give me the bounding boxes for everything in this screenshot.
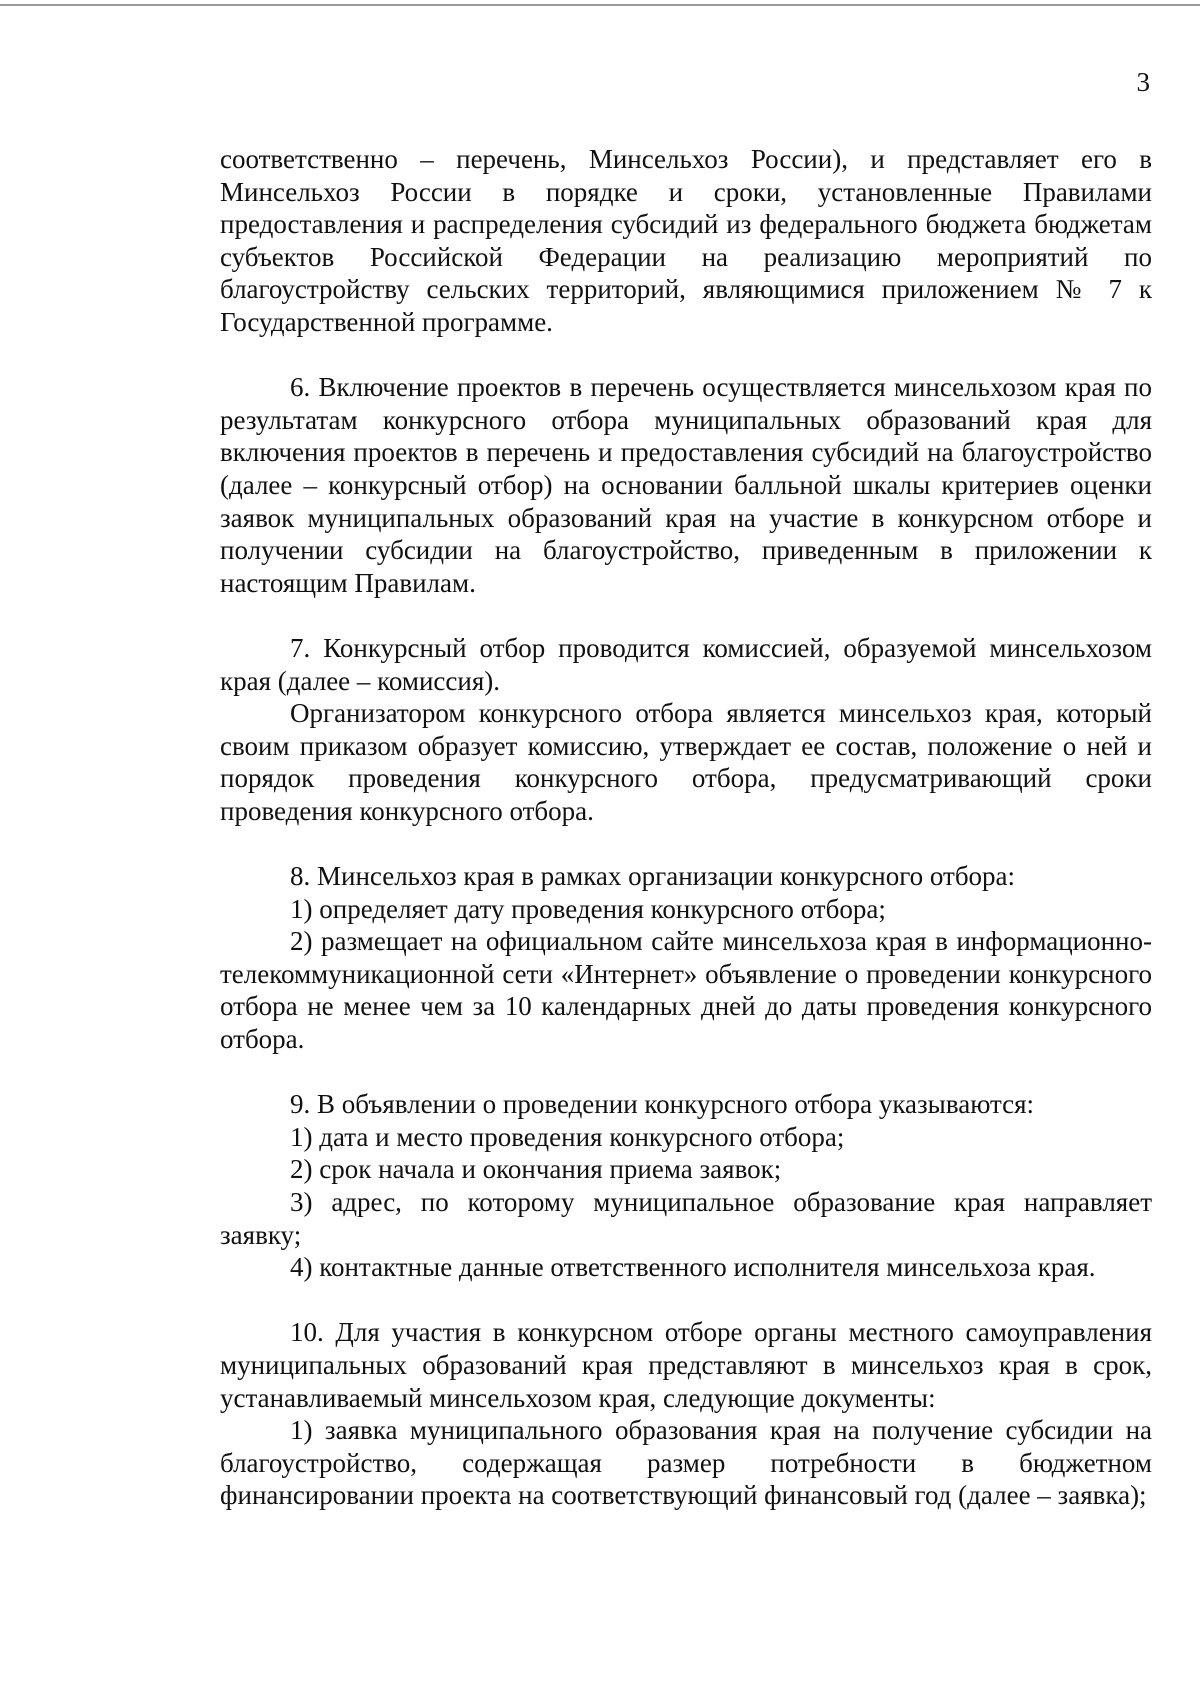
paragraph-7: 7. Конкурсный отбор проводится комиссией, образуемой минсельхозом края (далее – комиссия).	[220, 632, 1152, 696]
paragraph-8: 8. Минсельхоз края в рамках организации конкурсного отбора:	[290, 861, 1016, 892]
paragraph-9: 9. В объявлении о проведении конкурсного отбора указываются:	[290, 1089, 1035, 1120]
top-border-line	[0, 4, 1200, 6]
paragraph-10-item-1: 1) заявка муниципального образования края на получение субсидии на благоустройство, содержащая размер потребности в бюджетном финансировании проекта на соответствующий финансовый год (далее – заявка);	[220, 1415, 1152, 1511]
paragraph-9-item-1: 1) дата и место проведения конкурсного отбора;	[290, 1121, 845, 1152]
paragraph-9-item-4: 4) контактные данные ответственного исполнителя минсельхоза края.	[290, 1252, 1096, 1283]
document-body	[220, 143, 1152, 1512]
paragraph-9-item-3: 3) адрес, по которому муниципальное образование края направляет заявку;	[220, 1187, 1152, 1250]
page-number: 3	[1136, 67, 1150, 97]
paragraph-7-organizer: Организатором конкурсного отбора является минсельхоз края, который своим приказом образует комиссию, утверждает ее состав, положение о ней и порядок проведения конкурсного отбора, предусматривающий сроки проведения конкурсного отбора.	[220, 698, 1152, 826]
paragraph-8-item-1: 1) определяет дату проведения конкурсного отбора;	[290, 893, 886, 924]
paragraph-intro: соответственно – перечень, Минсельхоз России), и представляет его в Минсельхоз России в порядке и сроки, установленные Правилами предоставления и распределения субсидий из федерального бюджета бюджетам субъектов Российской Федерации на реализацию мероприятий по благоустройству сельских территорий, являющимися приложением № 7 к Государственной программе.	[220, 144, 1152, 337]
paragraph-10: 10. Для участия в конкурсном отборе органы местного самоуправления муниципальных образований края представляют в минсельхоз края в срок, устанавливаемый минсельхозом края, следующие документы:	[220, 1317, 1152, 1413]
paragraph-8-item-2: 2) размещает на официальном сайте минсельхоза края в информационно-телекоммуникационной сети «Интернет» объявление о проведении конкурсного отбора не менее чем за 10 календарных дней до даты проведения конкурсного отбора.	[220, 926, 1152, 1055]
paragraph-6: 6. Включение проектов в перечень осуществляется минсельхозом края по результатам конкурсного отбора муниципальных образований края для включения проектов в перечень и предоставления субсидий на благоустройство (далее – конкурсный отбор) на основании балльной шкалы критериев оценки заявок муниципальных образований края на участие в конкурсном отборе и получении субсидии на благоустройство, приведенным в приложении к настоящим Правилам.	[220, 372, 1152, 598]
paragraph-9-item-2: 2) срок начала и окончания приема заявок;	[290, 1154, 782, 1185]
